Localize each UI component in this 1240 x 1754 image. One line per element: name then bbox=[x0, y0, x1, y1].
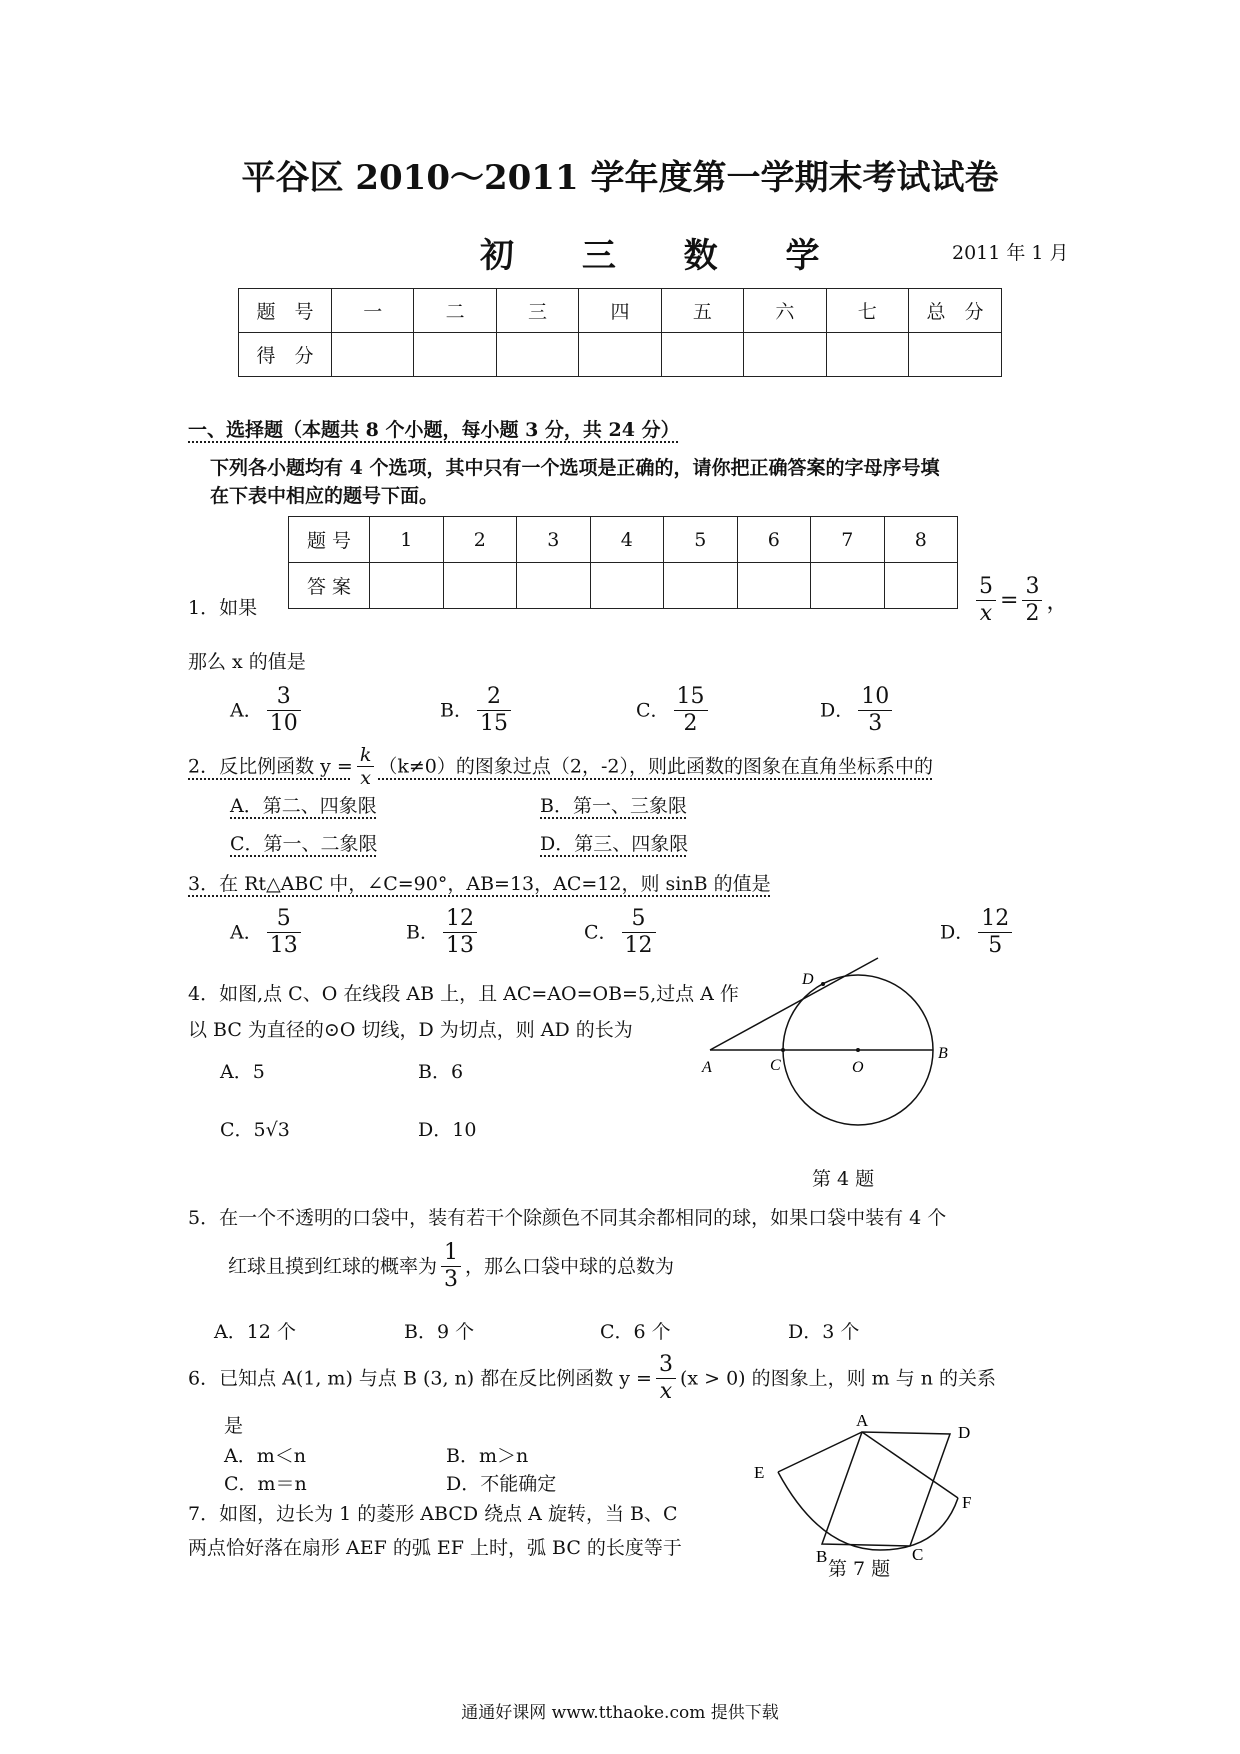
q2-frac-num: k bbox=[357, 744, 375, 767]
q7-label-f: F bbox=[962, 1493, 972, 1512]
page-title: 平谷区 2010～2011 学年度第一学期末考试试卷 bbox=[241, 158, 999, 198]
q3-option-a-label: A． bbox=[230, 921, 263, 944]
q7-segment-af bbox=[862, 1432, 958, 1498]
q2-stem-a: 2．反比例函数 y = bbox=[188, 755, 353, 778]
q1-option-d-label: D． bbox=[820, 699, 855, 722]
q3-option-b-num: 12 bbox=[443, 906, 477, 933]
score-col-6: 六 bbox=[744, 289, 826, 333]
answer-cell bbox=[884, 563, 958, 609]
q3-option-d-label: D． bbox=[940, 921, 975, 944]
score-table bbox=[238, 288, 1002, 377]
q7-label-c: C bbox=[912, 1545, 924, 1564]
answer-row-label: 题 号 bbox=[289, 517, 370, 563]
q6-stem-line2: 是 bbox=[224, 1415, 244, 1437]
q6-frac-num: 3 bbox=[656, 1352, 676, 1379]
q2-frac-den: x bbox=[360, 767, 371, 789]
q5-option-d[interactable]: D．3 个 bbox=[788, 1321, 860, 1343]
answer-cell bbox=[370, 563, 444, 609]
q4-label-a: A bbox=[702, 1059, 712, 1076]
q1-eq-right-num: 3 bbox=[1022, 574, 1042, 601]
q1-option-b-den: 15 bbox=[479, 711, 508, 736]
q5-option-c[interactable]: C．6 个 bbox=[600, 1321, 671, 1343]
q1-option-b[interactable] bbox=[440, 684, 515, 737]
q6-option-d[interactable]: D．不能确定 bbox=[446, 1473, 557, 1495]
q3-option-c-label: C． bbox=[584, 921, 618, 944]
q4-option-b[interactable]: B．6 bbox=[418, 1061, 464, 1083]
answer-col-7: 7 bbox=[811, 517, 885, 563]
q7-label-b: B bbox=[816, 1547, 828, 1566]
q4-option-a[interactable]: A．5 bbox=[220, 1061, 265, 1083]
score-total-label: 总 分 bbox=[909, 289, 1002, 333]
q2-option-b[interactable]: B．第一、三象限 bbox=[540, 795, 687, 817]
q3-option-a[interactable] bbox=[230, 906, 305, 959]
score-col-2: 二 bbox=[414, 289, 496, 333]
q1-eq-left-den: x bbox=[979, 601, 993, 626]
q5-option-b[interactable]: B．9 个 bbox=[404, 1321, 475, 1343]
q5-stem-line2b: ，那么口袋中球的总数为 bbox=[465, 1255, 675, 1278]
answer-col-8: 8 bbox=[884, 517, 958, 563]
score-cell bbox=[744, 333, 826, 377]
answer-cell bbox=[517, 563, 591, 609]
q7-figure bbox=[740, 1410, 1000, 1566]
answer-col-6: 6 bbox=[737, 517, 811, 563]
q5-option-a[interactable]: A．12 个 bbox=[214, 1321, 296, 1343]
q1-eq-sign: = bbox=[1000, 588, 1019, 613]
q1-option-b-num: 2 bbox=[477, 684, 511, 711]
score-col-7: 七 bbox=[826, 289, 908, 333]
answer-cell bbox=[737, 563, 811, 609]
q1-option-c-den: 2 bbox=[683, 711, 698, 736]
q2-option-c[interactable]: C．第一、二象限 bbox=[230, 833, 378, 855]
q7-caption: 第 7 题 bbox=[828, 1558, 891, 1580]
q1-option-d-num: 10 bbox=[858, 684, 892, 711]
answer-col-4: 4 bbox=[590, 517, 664, 563]
q5-stem-line1: 5．在一个不透明的口袋中，装有若干个除颜色不同其余都相同的球，如果口袋中装有 4 个 bbox=[188, 1207, 947, 1229]
score-cell bbox=[909, 333, 1002, 377]
q4-label-b: B bbox=[938, 1045, 948, 1062]
q4-tangent-line bbox=[710, 958, 878, 1050]
q7-label-d: D bbox=[958, 1423, 971, 1442]
q3-option-c-num: 5 bbox=[622, 906, 656, 933]
score-cell bbox=[579, 333, 661, 377]
q4-point-o bbox=[856, 1048, 860, 1052]
answer-cell bbox=[443, 563, 517, 609]
answer-cell bbox=[590, 563, 664, 609]
q6-option-c[interactable]: C．m＝n bbox=[224, 1473, 307, 1495]
q4-label-d: D bbox=[802, 971, 814, 988]
q6-stem-a: 6．已知点 A(1, m) 与点 B (3, n) 都在反比例函数 y = bbox=[188, 1367, 652, 1390]
q3-option-a-num: 5 bbox=[267, 906, 301, 933]
score-col-3: 三 bbox=[496, 289, 578, 333]
q7-stem-line1: 7．如图，边长为 1 的菱形 ABCD 绕点 A 旋转，当 B、C bbox=[188, 1503, 678, 1525]
q3-option-b-den: 13 bbox=[445, 933, 474, 958]
q1-option-d[interactable] bbox=[820, 684, 896, 737]
q1-option-c[interactable] bbox=[636, 684, 712, 737]
q3-option-a-den: 13 bbox=[269, 933, 298, 958]
q1-option-c-num: 15 bbox=[674, 684, 708, 711]
q2-stem bbox=[188, 744, 933, 789]
q5-frac-num: 1 bbox=[441, 1240, 461, 1267]
q3-option-b-label: B． bbox=[406, 921, 439, 944]
q4-figure bbox=[690, 950, 970, 1150]
score-cell bbox=[826, 333, 908, 377]
score-col-4: 四 bbox=[579, 289, 661, 333]
q2-stem-b: （k≠0）的图象过点（2，-2），则此函数的图象在直角坐标系中的 bbox=[378, 755, 933, 778]
q2-option-d[interactable]: D．第三、四象限 bbox=[540, 833, 689, 855]
answer-row2-label: 答 案 bbox=[289, 563, 370, 609]
q3-option-b[interactable] bbox=[406, 906, 481, 959]
score-col-1: 一 bbox=[332, 289, 414, 333]
q4-stem-line2: 以 BC 为直径的⊙O 切线，D 为切点，则 AD 的长为 bbox=[188, 1019, 633, 1041]
answer-col-2: 2 bbox=[443, 517, 517, 563]
section-instructions-1: 下列各小题均有 4 个选项，其中只有一个选项是正确的，请你把正确答案的字母序号填 bbox=[210, 457, 940, 479]
score-col-5: 五 bbox=[661, 289, 743, 333]
score-cell bbox=[332, 333, 414, 377]
q2-option-a[interactable]: A．第二、四象限 bbox=[230, 795, 377, 817]
answer-col-3: 3 bbox=[517, 517, 591, 563]
q7-label-a: A bbox=[856, 1411, 869, 1430]
q3-option-d-num: 12 bbox=[978, 906, 1012, 933]
q4-label-c: C bbox=[770, 1057, 781, 1074]
q4-point-d bbox=[821, 982, 825, 986]
answer-cell bbox=[811, 563, 885, 609]
score-row2-label: 得 分 bbox=[239, 333, 332, 377]
score-cell bbox=[496, 333, 578, 377]
q1-option-d-den: 3 bbox=[868, 711, 883, 736]
q6-stem-b: (x > 0) 的图象上，则 m 与 n 的关系 bbox=[679, 1367, 997, 1390]
q4-stem-line1: 4．如图,点 C、O 在线段 AB 上，且 AC=AO=OB=5,过点 A 作 bbox=[188, 983, 739, 1005]
q5-stem-line2 bbox=[228, 1240, 674, 1293]
q3-option-d-den: 5 bbox=[988, 933, 1003, 958]
q1-option-a-label: A． bbox=[230, 699, 263, 722]
q6-option-b[interactable]: B．m＞n bbox=[446, 1445, 529, 1467]
q5-stem-line2a: 红球且摸到红球的概率为 bbox=[228, 1255, 438, 1278]
q4-point-c bbox=[781, 1048, 785, 1052]
page-subtitle: 初 三 数 学 bbox=[480, 236, 848, 276]
q4-label-o: O bbox=[852, 1059, 864, 1076]
q4-caption: 第 4 题 bbox=[812, 1168, 875, 1190]
q6-stem bbox=[188, 1352, 996, 1405]
section-heading: 一、选择题（本题共 8 个小题，每小题 3 分，共 24 分） bbox=[188, 419, 680, 441]
q5-frac-den: 3 bbox=[444, 1267, 459, 1292]
q3-stem: 3．在 Rt△ABC 中，∠C=90°，AB=13，AC=12，则 sinB 的值是 bbox=[188, 873, 771, 895]
section-instructions-2: 在下表中相应的题号下面。 bbox=[210, 485, 439, 507]
q4-option-d[interactable]: D．10 bbox=[418, 1119, 477, 1141]
answer-cell bbox=[664, 563, 738, 609]
q7-arc-ef bbox=[778, 1472, 958, 1550]
exam-date: 2011 年 1 月 bbox=[952, 242, 1069, 264]
q1-prefix: 1．如果 bbox=[188, 597, 258, 619]
q3-option-c[interactable] bbox=[584, 906, 660, 959]
score-row-label: 题 号 bbox=[239, 289, 332, 333]
q4-option-c[interactable]: C．5√3 bbox=[220, 1119, 290, 1141]
q1-option-b-label: B． bbox=[440, 699, 473, 722]
q1-option-c-label: C． bbox=[636, 699, 670, 722]
q1-eq-comma: ， bbox=[1046, 590, 1069, 615]
footer: 通通好课网 www.tthaoke.com 提供下载 bbox=[461, 1703, 779, 1723]
q1-equation bbox=[972, 574, 1068, 627]
q1-option-a-num: 3 bbox=[267, 684, 301, 711]
q6-frac-den: x bbox=[659, 1379, 673, 1404]
q1-option-a-den: 10 bbox=[269, 711, 298, 736]
score-cell bbox=[414, 333, 496, 377]
q6-option-a[interactable]: A．m＜n bbox=[224, 1445, 306, 1467]
q3-option-c-den: 12 bbox=[624, 933, 653, 958]
answer-col-1: 1 bbox=[370, 517, 444, 563]
q1-eq-left-num: 5 bbox=[976, 574, 996, 601]
q1-stem-line2: 那么 x 的值是 bbox=[188, 651, 306, 673]
q1-option-a[interactable] bbox=[230, 684, 305, 737]
q1-eq-right-den: 2 bbox=[1025, 601, 1040, 626]
q7-stem-line2: 两点恰好落在扇形 AEF 的弧 EF 上时，弧 BC 的长度等于 bbox=[188, 1537, 682, 1559]
answer-table bbox=[288, 516, 958, 609]
answer-col-5: 5 bbox=[664, 517, 738, 563]
q7-label-e: E bbox=[754, 1463, 765, 1482]
score-cell bbox=[661, 333, 743, 377]
